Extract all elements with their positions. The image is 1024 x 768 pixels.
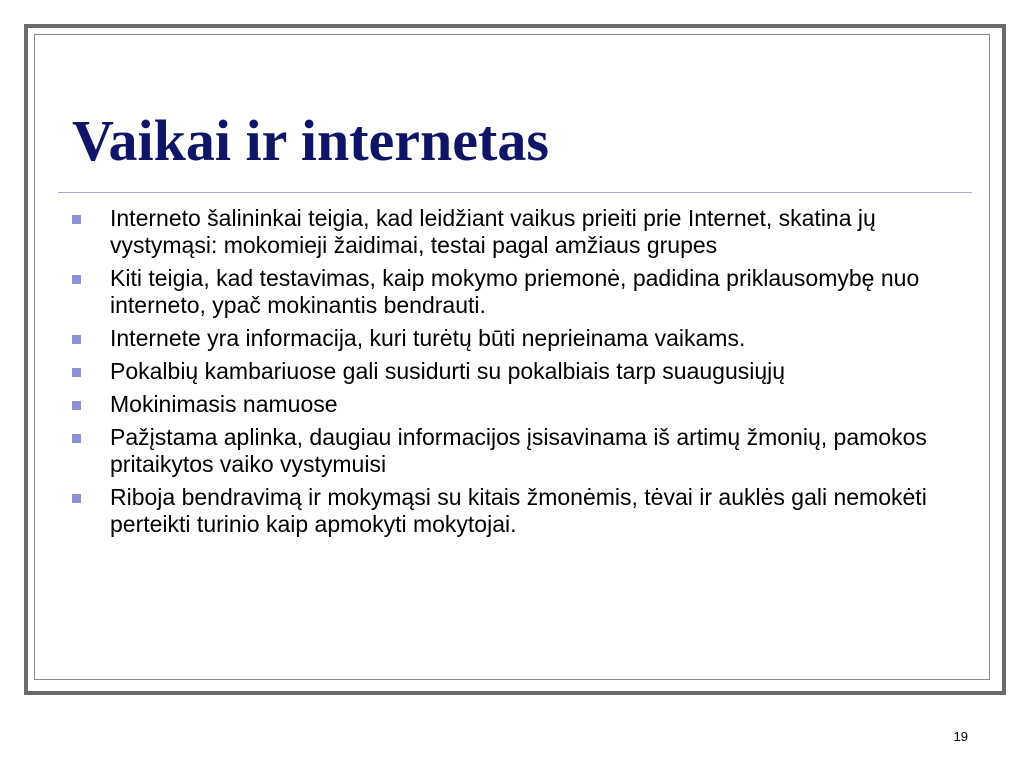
square-bullet-icon <box>72 275 81 284</box>
page-number: 19 <box>953 729 968 744</box>
title-divider <box>58 192 972 193</box>
square-bullet-icon <box>72 368 81 377</box>
bullet-item <box>70 265 960 319</box>
square-bullet-icon <box>72 401 81 410</box>
bullet-text: Mokinimasis namuose <box>110 391 338 417</box>
bullet-text: Kiti teigia, kad testavimas, kaip mokymo priemonė, padidina priklausomybę nuo interneto, ypač mokinantis bendrauti. <box>110 265 920 318</box>
slide-title: Vaikai ir internetas <box>72 108 549 173</box>
square-bullet-icon <box>72 434 81 443</box>
bullet-list <box>70 205 960 544</box>
square-bullet-icon <box>72 215 81 224</box>
bullet-text: Pažįstama aplinka, daugiau informacijos įsisavinama iš artimų žmonių, pamokos pritaikytos vaiko vystymuisi <box>110 424 927 477</box>
bullet-text: Internete yra informacija, kuri turėtų būti neprieinama vaikams. <box>110 325 746 351</box>
bullet-item <box>70 358 960 385</box>
bullet-item <box>70 424 960 478</box>
bullet-text: Riboja bendravimą ir mokymąsi su kitais žmonėmis, tėvai ir auklės gali nemokėti perteikti turinio kaip apmokyti mokytojai. <box>110 484 927 537</box>
bullet-item <box>70 484 960 538</box>
square-bullet-icon <box>72 335 81 344</box>
bullet-text: Interneto šalininkai teigia, kad leidžiant vaikus prieiti prie Internet, skatina jų vystymąsi: mokomieji žaidimai, testai pagal amžiaus grupes <box>110 205 876 258</box>
bullet-text: Pokalbių kambariuose gali susidurti su pokalbiais tarp suaugusiųjų <box>110 358 786 384</box>
square-bullet-icon <box>72 494 81 503</box>
bullet-item <box>70 325 960 352</box>
bullet-item <box>70 391 960 418</box>
bullet-item <box>70 205 960 259</box>
